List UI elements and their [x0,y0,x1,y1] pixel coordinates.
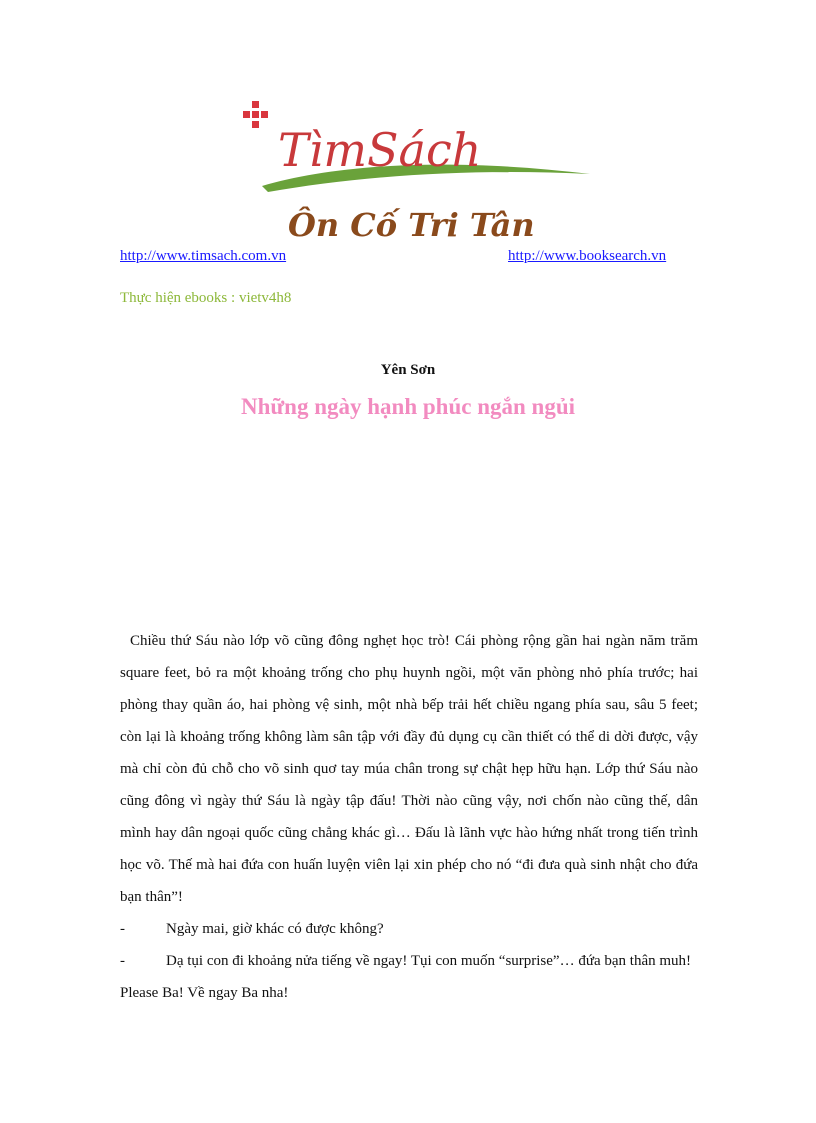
story-body [120,625,698,1009]
dialogue-line [120,913,698,945]
timsach-logo [240,96,580,246]
dialogue-text: Ngày mai, giờ khác có được không? [166,921,384,937]
author-name: Yên Sơn [380,362,436,378]
dialogue-line [120,945,698,1009]
timsach-link[interactable]: http://www.timsach.com.vn [120,248,287,264]
dialogue-dash: - [120,953,125,969]
dialogue-dash: - [120,921,125,937]
logo-graphic [240,96,580,246]
opening-paragraph: Chiều thứ Sáu nào lớp võ cũng đông nghẹt học trò! Cái phòng rộng gần hai ngàn năm trăm square feet, bỏ ra một khoảng trống cho phụ huynh ngồi, một văn phòng nhỏ phía trước; hai phòng thay quần áo, hai phòng vệ sinh, một nhà bếp trải hết chiều ngang phía sau, sâu 5 feet; còn lại là khoảng trống không làm sân tập với đầy đủ dụng cụ cần thiết có thể di dời được, vậy mà chỉ còn đủ chỗ cho võ sinh quơ tay múa chân trong sự chật hẹp hữu hạn. Lớp thứ Sáu nào cũng đông vì ngày thứ Sáu là ngày tập đấu! Thời nào cũng vậy, nơi chốn nào cũng thế, dân mình hay dân ngoại quốc cũng chẳng khác gì… Đấu là lãnh vực hào hứng nhất trong tiến trình học võ. Thế mà hai đứa con huấn luyện viên lại xin phép cho nó “đi đưa quà sinh nhật cho đứa bạn thân”! [120,633,698,905]
logo-slogan: Ôn Cố Tri Tân [288,206,535,244]
logo-cross-icon [243,101,268,128]
booksearch-link[interactable]: http://www.booksearch.vn [508,248,667,264]
dialogue-text: Dạ tụi con đi khoảng nửa tiếng về ngay! Tụi con muốn “surprise”… đứa bạn thân muh! Please Ba! Về ngay Ba nha! [120,953,692,1001]
ebook-credit: Thực hiện ebooks : vietv4h8 [120,290,292,306]
logo-wordmark: TìmSách [278,123,482,177]
story-title: Những ngày hạnh phúc ngắn ngủi [240,394,576,419]
